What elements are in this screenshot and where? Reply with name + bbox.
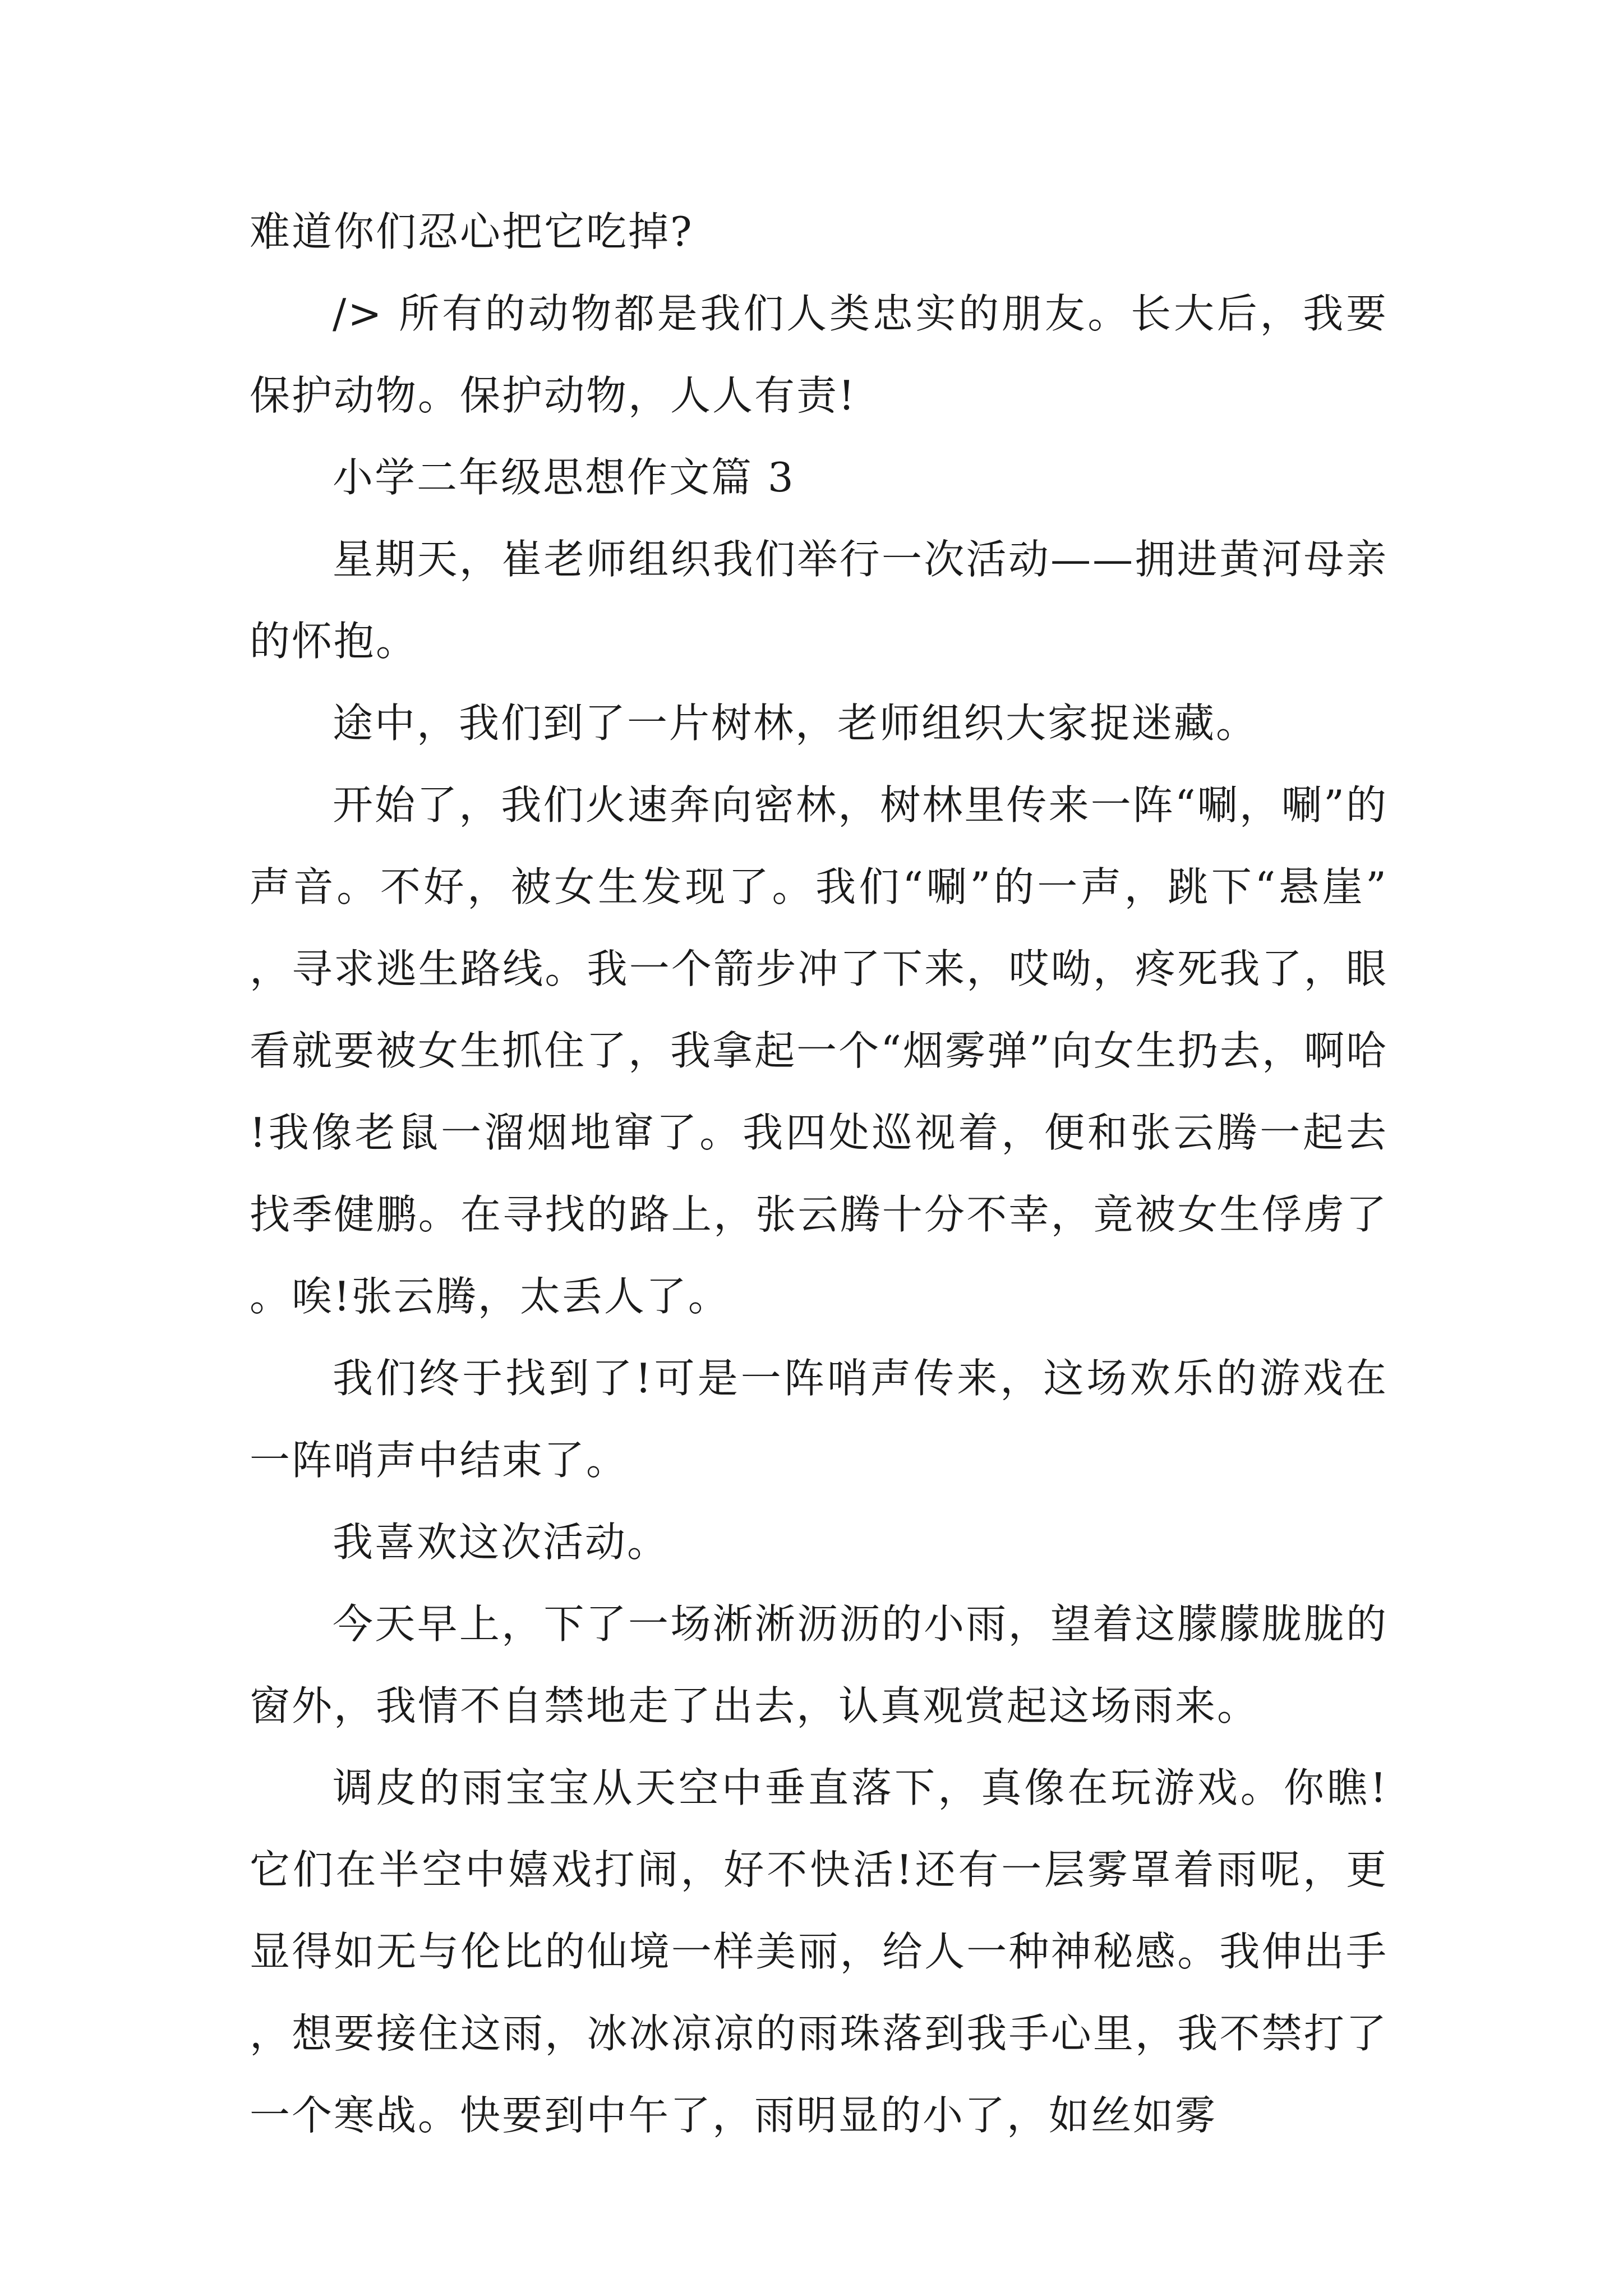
section-heading: 小学二年级思想作文篇 3 xyxy=(333,454,795,501)
document-body xyxy=(250,191,1388,2156)
paragraph-10: 调皮的雨宝宝从天空中垂直落下，真像在玩游戏。你瞧!它们在半空中嬉戏打闹，好不快活!还有一层雾罩着雨呢，更显得如无与伦比的仙境一样美丽，给人一种神秘感。我伸出手，想要接住这雨，冰冰凉凉的雨珠落到我手心里，我不禁打了一个寒战。快要到中午了，雨明显的小了，如丝如雾 xyxy=(250,1764,1388,2139)
paragraph-2: /> 所有的动物都是我们人类忠实的朋友。长大后，我要保护动物。保护动物，人人有责! xyxy=(250,290,1388,419)
paragraph-5: 途中，我们到了一片树林，老师组织大家捉迷藏。 xyxy=(333,700,1258,747)
paragraph-4: 星期天，崔老师组织我们举行一次活动——拥进黄河母亲的怀抱。 xyxy=(250,536,1388,665)
paragraph-7: 我们终于找到了!可是一阵哨声传来，这场欢乐的游戏在一阵哨声中结束了。 xyxy=(250,1355,1388,1484)
paragraph-8: 我喜欢这次活动。 xyxy=(333,1519,670,1566)
paragraph-1: 难道你们忍心把它吃掉? xyxy=(250,208,694,255)
paragraph-9: 今天早上，下了一场淅淅沥沥的小雨，望着这朦朦胧胧的窗外，我情不自禁地走了出去，认真观赏起这场雨来。 xyxy=(250,1600,1388,1729)
paragraph-6: 开始了，我们火速奔向密林，树林里传来一阵“唰，唰”的声音。不好，被女生发现了。我们“唰”的一声，跳下“悬崖”，寻求逃生路线。我一个箭步冲了下来，哎呦，疼死我了，眼看就要被女生抓住了，我拿起一个“烟雾弹”向女生扔去，啊哈!我像老鼠一溜烟地窜了。我四处巡视着，便和张云腾一起去找季健鹏。在寻找的路上，张云腾十分不幸，竟被女生俘虏了。唉!张云腾，太丢人了。 xyxy=(250,781,1388,1320)
